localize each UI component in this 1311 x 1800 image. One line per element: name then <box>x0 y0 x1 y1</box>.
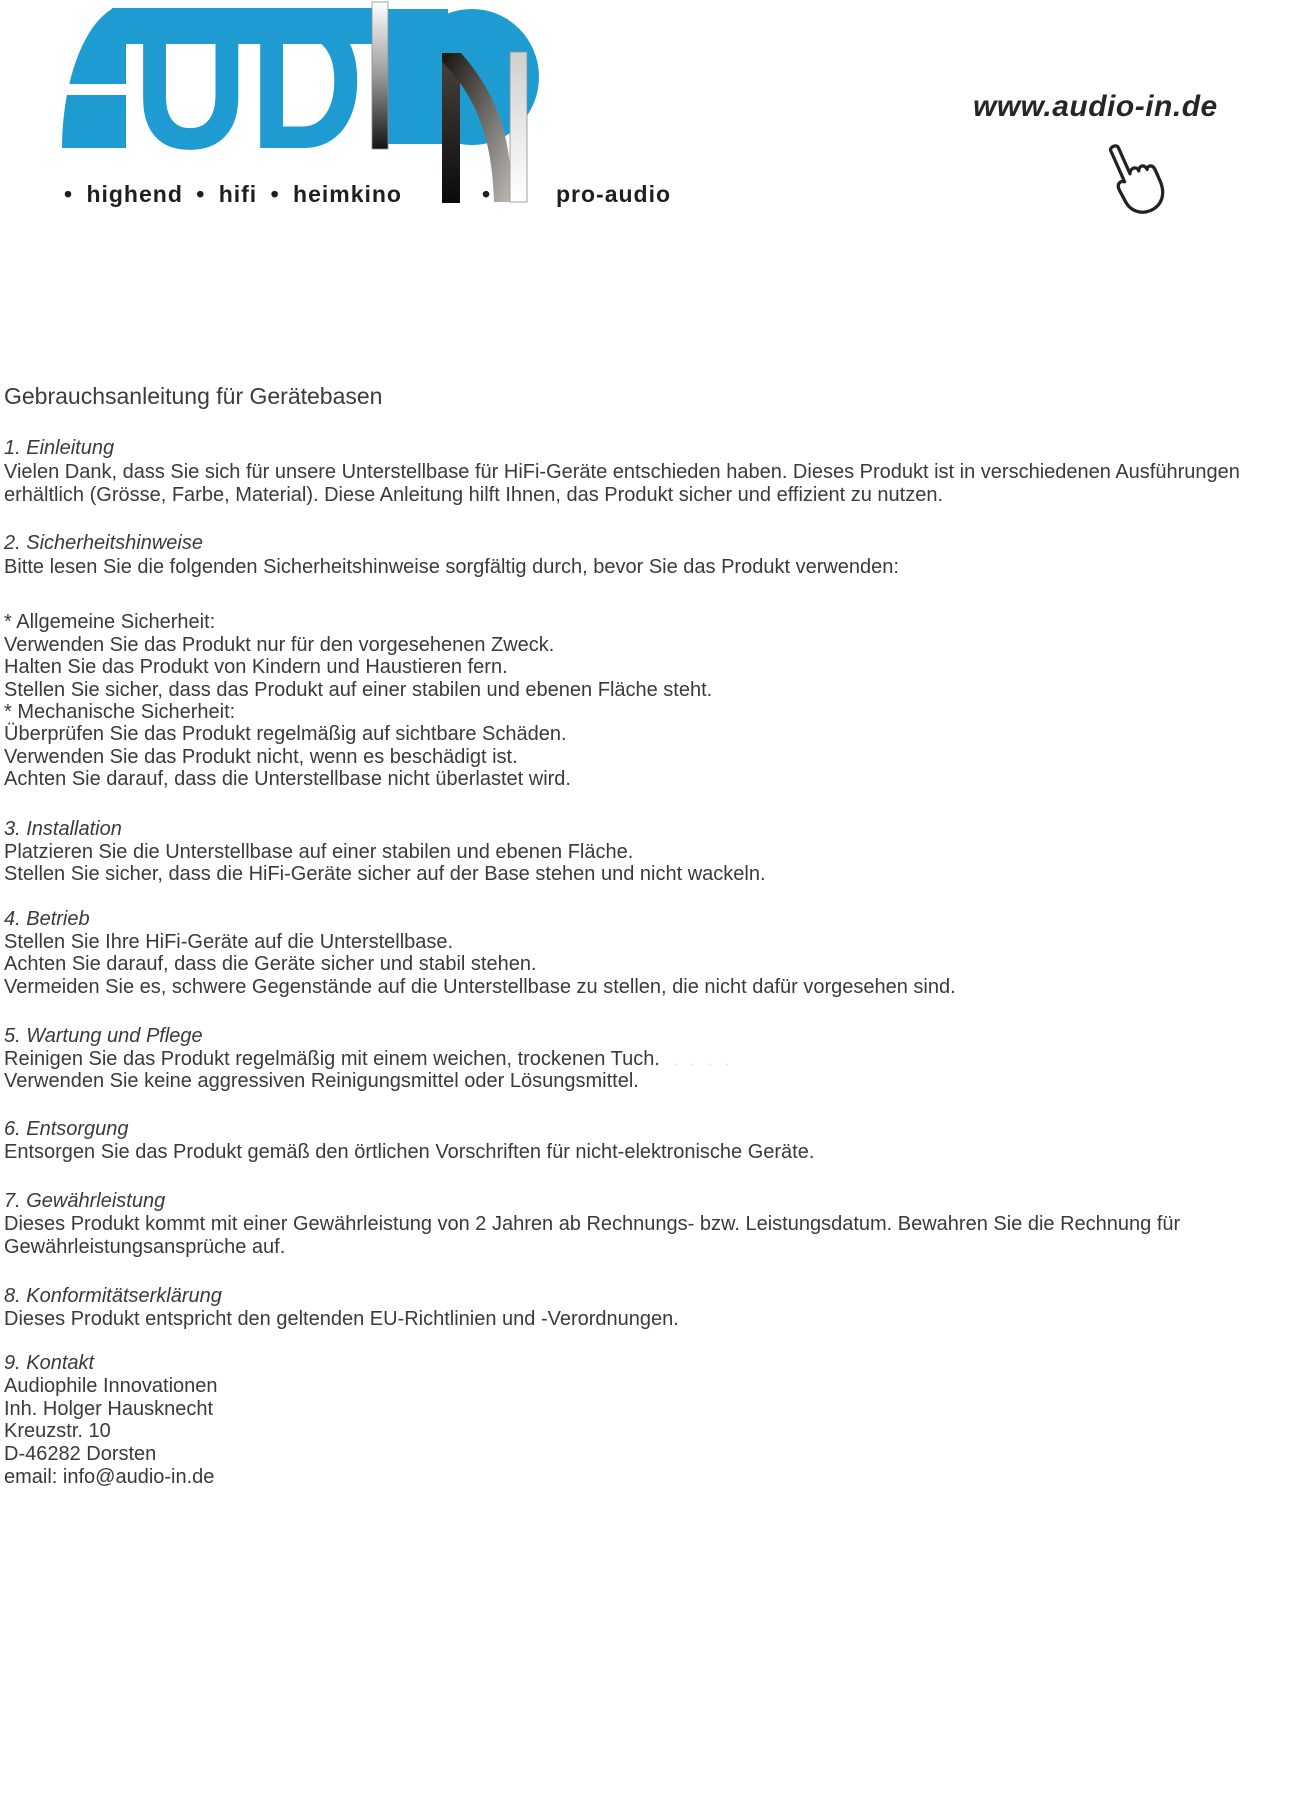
section-heading: 8. Konformitätserklärung <box>4 1285 222 1307</box>
section-heading: 1. Einleitung <box>4 437 115 459</box>
text-line: * Allgemeine Sicherheit: <box>4 611 216 633</box>
section-heading: 4. Betrieb <box>4 908 90 930</box>
text-line: Achten Sie darauf, dass die Geräte sicher und stabil stehen. <box>4 953 537 975</box>
text-line: D-46282 Dorsten <box>4 1443 157 1465</box>
text-line: Inh. Holger Hausknecht <box>4 1398 214 1420</box>
page-title: Gebrauchsanleitung für Gerätebasen <box>4 383 383 409</box>
pointing-hand-icon <box>1086 126 1180 230</box>
text-line: Vielen Dank, dass Sie sich für unsere Unterstellbase für HiFi-Geräte entschieden haben. Dieses Produkt ist in verschiedenen Ausführungen <box>4 461 1240 483</box>
logo-tagline-bullet: • <box>482 181 492 207</box>
text-line: Dieses Produkt entspricht den geltenden EU-Richtlinien und -Verordnungen. <box>4 1308 679 1330</box>
logo-letter-i <box>372 2 388 149</box>
text-line: Bitte lesen Sie die folgenden Sicherheitshinweise sorgfältig durch, bevor Sie das Produkt verwenden: <box>4 556 899 578</box>
text-line: Entsorgen Sie das Produkt gemäß den örtlichen Vorschriften für nicht-elektronische Geräte. <box>4 1141 815 1163</box>
text-line: Gewährleistungsansprüche auf. <box>4 1236 286 1258</box>
logo-tagline-left: • highend • hifi • heimkino <box>64 181 402 207</box>
text-line: Dieses Produkt kommt mit einer Gewährleistung von 2 Jahren ab Rechnungs- bzw. Leistungsdatum. Bewahren Sie die Rechnung für <box>4 1213 1181 1235</box>
text-line: Stellen Sie sicher, dass die HiFi-Geräte sicher auf der Base stehen und nicht wackeln. <box>4 863 766 885</box>
text-line: Verwenden Sie das Produkt nur für den vorgesehenen Zweck. <box>4 634 555 656</box>
text-line: Halten Sie das Produkt von Kindern und Haustieren fern. <box>4 656 508 678</box>
text-line: * Mechanische Sicherheit: <box>4 701 236 723</box>
section-heading: 5. Wartung und Pflege <box>4 1025 203 1047</box>
text-line: Überprüfen Sie das Produkt regelmäßig auf sichtbare Schäden. <box>4 723 567 745</box>
text-line: Verwenden Sie keine aggressiven Reinigungsmittel oder Lösungsmittel. <box>4 1070 639 1092</box>
text-line: erhältlich (Grösse, Farbe, Material). Diese Anleitung hilft Ihnen, das Produkt sicher und effizient zu nutzen. <box>4 484 944 506</box>
text-line: Verwenden Sie das Produkt nicht, wenn es beschädigt ist. <box>4 746 518 768</box>
logo-letters-ud: UD <box>133 0 366 190</box>
text-line: Platzieren Sie die Unterstellbase auf einer stabilen und ebenen Fläche. <box>4 841 634 863</box>
text-line: Audiophile Innovationen <box>4 1375 218 1397</box>
text-line: Stellen Sie sicher, dass das Produkt auf einer stabilen und ebenen Fläche steht. <box>4 679 713 701</box>
section-heading: 6. Entsorgung <box>4 1118 129 1140</box>
text-line: email: info@audio-in.de <box>4 1466 215 1488</box>
text-line: Stellen Sie Ihre HiFi-Geräte auf die Unterstellbase. <box>4 931 454 953</box>
logo-tagline-right: pro-audio <box>556 181 672 207</box>
text-line: Vermeiden Sie es, schwere Gegenstände auf die Unterstellbase zu stellen, die nicht dafür vorgesehen sind. <box>4 976 956 998</box>
section-heading: 2. Sicherheitshinweise <box>4 532 203 554</box>
section-heading: 3. Installation <box>4 818 122 840</box>
section-heading: 9. Kontakt <box>4 1352 95 1374</box>
scan-artifact-dots: . . . . <box>673 1053 735 1068</box>
text-line: Kreuzstr. 10 <box>4 1420 111 1442</box>
section-heading: 7. Gewährleistung <box>4 1190 166 1212</box>
text-line: Reinigen Sie das Produkt regelmäßig mit einem weichen, trockenen Tuch. . . . . <box>4 1048 735 1070</box>
text-line: Achten Sie darauf, dass die Unterstellbase nicht überlastet wird. <box>4 768 571 790</box>
website-url[interactable]: www.audio-in.de <box>973 90 1218 123</box>
